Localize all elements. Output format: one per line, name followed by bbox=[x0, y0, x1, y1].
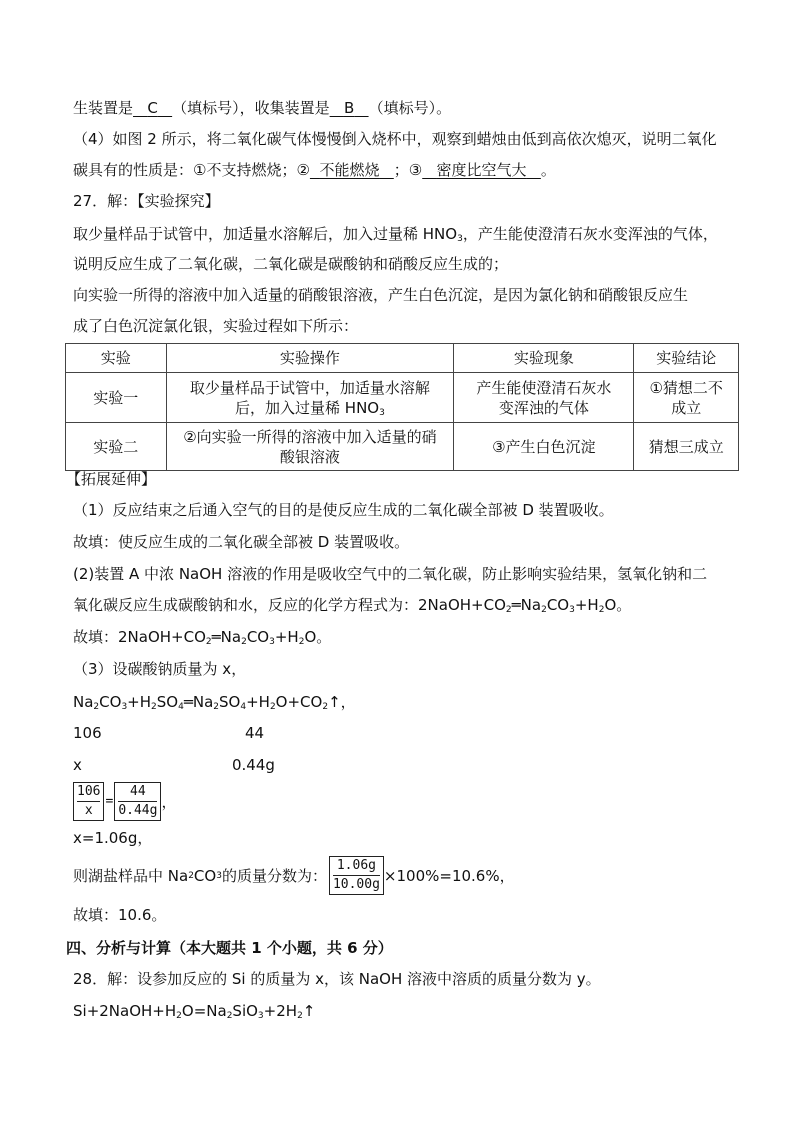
paragraph-line: 成了白色沉淀氯化银，实验过程如下所示： bbox=[73, 317, 359, 335]
equation-line: $Si+2NaOH+H_2O=Na_2SiO_3+2H_2↑$ bbox=[73, 1002, 316, 1021]
proportion-fraction: $\frac{106}{x}$ = $\frac{44}{0.44g}$ ， bbox=[73, 782, 176, 821]
paragraph-line: 取少量样品于试管中，加适量水溶解后，加入过量稀 $HNO_3$，产生能使澄清石灰水变浑浊的气体， bbox=[73, 225, 718, 244]
table-header: 实验 bbox=[66, 344, 167, 373]
text: 生装置是 bbox=[73, 99, 134, 117]
ratio-value: x bbox=[73, 756, 82, 774]
equation-line: $Na_2CO_3+H_2SO_4═Na_2SO_4+H_2O+CO_2↑$， bbox=[73, 693, 356, 712]
section-heading: 【拓展延伸】 bbox=[66, 470, 157, 488]
answer-line-properties: 碳具有的性质是：①不支持燃烧；② 不能燃烧 ；③ 密度比空气大 。 bbox=[73, 161, 556, 179]
answer-blank-property2: 不能燃烧 bbox=[319, 161, 380, 179]
table-cell: 产生能使澄清石灰水 变浑浊的气体 bbox=[454, 373, 634, 423]
ratio-value: 0.44g bbox=[232, 756, 275, 774]
table-cell: ③产生白色沉淀 bbox=[454, 423, 634, 471]
table-header: 实验操作 bbox=[166, 344, 454, 373]
mass-fraction-line: 则湖盐样品中 Na 2 CO 3 的质量分数为： $\frac{1.06g}{10.00g}$ ×100%=10.6%， bbox=[73, 856, 515, 895]
paragraph-line: （4）如图 2 所示，将二氧化碳气体慢慢倒入烧杯中，观察到蜡烛由低到高依次熄灭，说明二氧化 bbox=[73, 130, 717, 148]
paragraph-line: （3）设碳酸钠质量为 x， bbox=[73, 660, 247, 678]
paragraph-line: （1）反应结束之后通入空气的目的是使反应生成的二氧化碳全部被 D 装置吸收。 bbox=[73, 501, 614, 519]
table-header: 实验结论 bbox=[634, 344, 739, 373]
question-heading-28: 28．解：设参加反应的 Si 的质量为 x，该 NaOH 溶液中溶质的质量分数为 y。 bbox=[73, 970, 601, 988]
paragraph-line: 说明反应生成了二氧化碳，二氧化碳是碳酸钠和硝酸反应生成的； bbox=[73, 255, 509, 273]
equation-line: 氧化碳反应生成碳酸钠和水，反应的化学方程式为：$2NaOH+CO_2═Na_2CO_3+H_2O$。 bbox=[73, 596, 632, 615]
table-cell: 猜想三成立 bbox=[634, 423, 739, 471]
fraction-right: $\frac{44}{0.44g}$ bbox=[114, 782, 161, 821]
fraction-left: $\frac{106}{x}$ bbox=[73, 782, 104, 821]
table-cell: 实验一 bbox=[66, 373, 167, 423]
table-cell: 取少量样品于试管中，加适量水溶解 后，加入过量稀 $HNO_3$ bbox=[166, 373, 454, 423]
text: （填标号），收集装置是 bbox=[172, 99, 330, 117]
mass-fraction: $\frac{1.06g}{10.00g}$ bbox=[329, 856, 384, 895]
table-row bbox=[66, 373, 739, 423]
table-header-row bbox=[66, 344, 739, 373]
paragraph-line: 向实验一所得的溶液中加入适量的硝酸银溶液，产生白色沉淀，是因为氯化钠和硝酸银反应生 bbox=[73, 286, 689, 304]
ratio-value: 106 bbox=[73, 724, 102, 742]
paragraph-line: (2)装置 A 中浓 NaOH 溶液的作用是吸收空气中的二氧化碳，防止影响实验结果，氢氧化钠和二 bbox=[73, 565, 708, 583]
result-line: x=1.06g， bbox=[73, 829, 153, 847]
answer-blank-property3: 密度比空气大 bbox=[436, 161, 527, 179]
table-header: 实验现象 bbox=[454, 344, 634, 373]
answer-blank-collector: B bbox=[343, 99, 355, 117]
text: （填标号）。 bbox=[368, 99, 452, 117]
table-row bbox=[66, 423, 739, 471]
question-heading-27: 27．解：【实验探究】 bbox=[73, 192, 220, 210]
result-line: 故填：10.6。 bbox=[73, 906, 167, 924]
table-cell: ①猜想二不 成立 bbox=[634, 373, 739, 423]
paragraph-line: 故填：使反应生成的二氧化碳全部被 D 装置吸收。 bbox=[73, 533, 410, 551]
equation-line: 故填：$2NaOH+CO_2═Na_2CO_3+H_2O$。 bbox=[73, 628, 332, 647]
answer-line-device bbox=[73, 97, 451, 119]
answer-blank-generator: C bbox=[147, 99, 158, 117]
table-cell: ②向实验一所得的溶液中加入适量的硝 酸银溶液 bbox=[166, 423, 454, 471]
table-cell: 实验二 bbox=[66, 423, 167, 471]
ratio-value: 44 bbox=[245, 724, 265, 742]
experiment-table bbox=[65, 343, 739, 471]
section-heading: 四、分析与计算（本大题共 1 个小题，共 6 分） bbox=[66, 939, 393, 957]
